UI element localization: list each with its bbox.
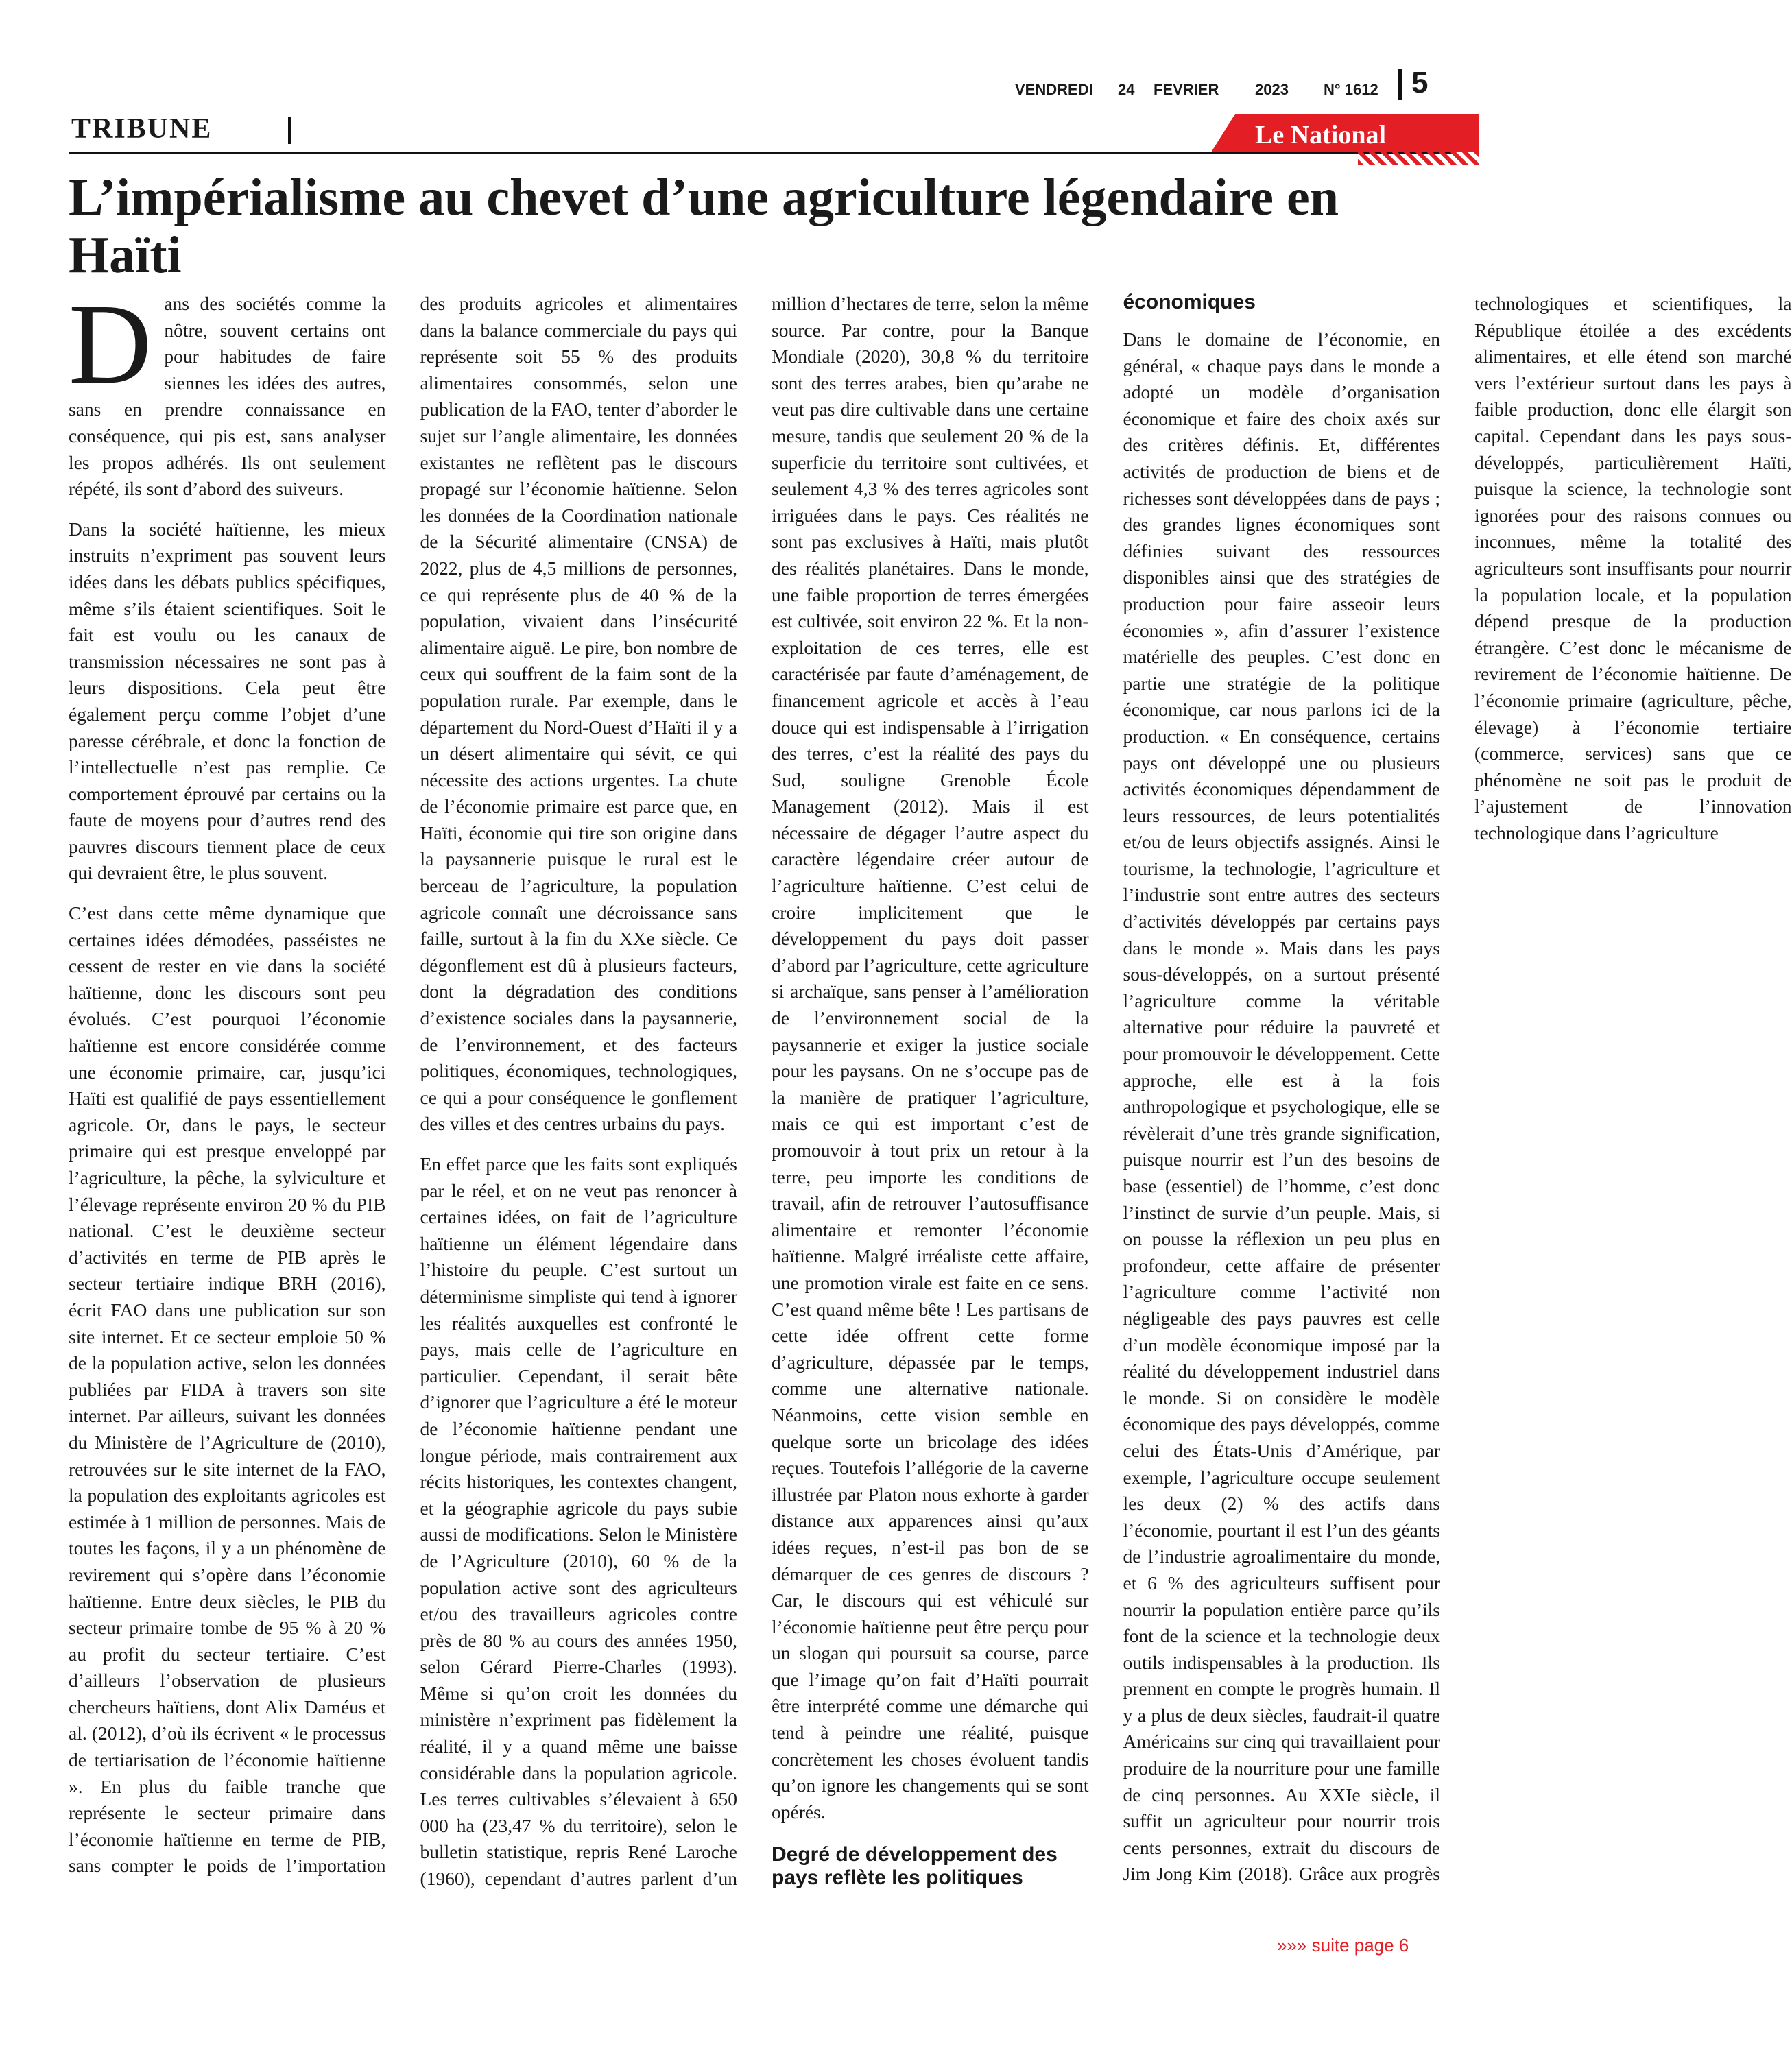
article-body xyxy=(69,280,1792,1902)
section-label: TRIBUNE xyxy=(71,113,213,145)
brand-name: Le National xyxy=(1255,121,1387,149)
section-divider xyxy=(288,117,291,144)
paragraph-4: En effet parce que les faits sont expliqués par le réel, et on ne veut pas renoncer à certaines idées, on fait de l’agriculture haïtienne un élément légendaire dans l’histoire du peuple. C’est surtout un déterminisme simpliste qui tend à ignorer les réalités auxquelles est confronté le pays, mais celle de l’agriculture en particulier. Cependant, il serait bête d’ignorer que l’agriculture a été le moteur de l’économie haïtienne pendant une longue période, mais contrairement aux récits historiques, les contextes changent, et la géographie agricole du pays subie aussi de modifications. Selon le Ministère de l’Agriculture (2010), 60 % de la population active sont des agriculteurs et/ou des travailleurs agricoles contre près de 80 % au cours des années 1950, selon Gérard Pierre-Charles (1993). Même si qu’on croit les données du ministère n’expriment pas fidèlement la réalité, il y a quand même une baisse considérable dans la population agricole. Les terres cultivables s’élevaient à 650 000 ha (23,47 % du territoire), selon le bulletin statistique, repris René Laroche (1960), cependant d’autres parlent d’un million d’hectares de terre, selon la même source. Par contre, pour la Banque Mondiale (2020), 30,8 % du territoire sont des terres arabes, bien qu’arabe ne veut pas dire cultivable dans une certaine mesure, tandis que seulement 20 % de la superficie du territoire sont cultivées, et seulement 4,3 % des terres agricoles sont irriguées dans le pays. Ces réalités ne sont pas exclusives à Haïti, mais plutôt des réalités planétaires. Dans le monde, une faible proportion de terres émergées est cultivée, soit environ 22 %. Et la non-exploitation de ces terres, elle est caractérisée par faute d’aménagement, de financement agricole et accès à l’eau douce qui est indispensable à l’irrigation des terres, c’est la réalité des pays du Sud, souligne Grenoble École Management (2012). Mais il est nécessaire de dégager l’autre aspect du caractère légendaire créer autour de l’agriculture haïtienne. C’est celui de croire implicitement que le développement du pays doit passer d’abord par l’agriculture, cette agriculture si archaïque, sans penser à l’amélioration de l’environnement social de la paysannerie et exiger la justice sociale pour les paysans. On ne s’occupe pas de la manière de pratiquer l’agriculture, mais ce qui est important c’est de promouvoir à tout prix un retour à la terre, peu importe les conditions de travail, afin de retrouver l’autosuffisance alimentaire et remonter l’économie haïtienne. Malgré irréaliste cette affaire, une promotion virale est faite en ce sens. C’est quand même bête ! Les partisans de cette idée offrent cette forme d’agriculture, dépassée par le temps, comme une alternative nationale. Néanmoins, cette vision semble en quelque sorte un bricolage des idées reçues. Toutefois l’allégorie de la caverne illustrée par Platon nous exhorte à garder distance aux apparences ainsi qu’aux idées reçues, n’est-il pas bon de se démarquer de ces genres de discours ? Car, le discours qui est véhiculé sur l’économie haïtienne peut être perçu pour un slogan qui poursuit sa course, parce que l’image qu’on fait d’Haïti pourrait être interprété comme une démarche qui tend à peindre une réalité, puisque concrètement les choses évoluent tandis qu’on ignore les changements qui se sont opérés. xyxy=(420,293,1089,1890)
header-date-number: 24 xyxy=(1118,81,1135,98)
paragraph-intro xyxy=(69,280,386,503)
paragraph-3: C’est dans cette même dynamique que certaines idées démodées, passéistes ne cessent de rester en vie dans la société haïtienne, donc les discours sont peu évolués. C’est pourquoi l’économie haïtienne est encore considérée comme une économie primaire, car, jusqu’ici Haïti est qualifié de pays essentiellement agricole. Or, dans le pays, le secteur primaire qui est presque enveloppé par l’agriculture, la pêche, la sylviculture et l’élevage représente environ 20 % du PIB national. C’est le deuxième secteur d’activités en terme de PIB après le secteur tertiaire indique BRH (2016), écrit FAO dans une publication sur son site internet. Et ce secteur emploie 50 % de la population active, selon les données publiées par FIDA à travers son site internet. Par ailleurs, suivant les données du Ministère de l’Agriculture de (2010), retrouvées sur le site internet de la FAO, la population des exploitants agricoles est estimée à 1 million de personnes. Mais de toutes les façons, il y a un phénomène de revirement qui s’opère dans l’économie haïtienne. Entre deux siècles, le PIB du secteur primaire tombe de 95 % à 20 % au profit du secteur tertiaire. C’est d’ailleurs l’observation de plusieurs chercheurs haïtiens, dont Alix Daméus et al. (2012), d’où ils écrivent « le processus de tertiarisation de l’économie haïtienne ». En plus du faible tranche que représente le secteur primaire dans l’économie haïtienne en terme de PIB, sans compter le poids de l’importation des produits agricoles et alimentaires dans la balance commerciale du pays qui représente soit 55 % des produits alimentaires consommés, selon une publication de la FAO, tenter d’aborder le sujet sur l’angle alimentaire, les données existantes ne reflètent pas le discours propagé sur l’économie haïtienne. Selon les données de la Coordination nationale de la Sécurité alimentaire (CNSA) de 2022, plus de 4,5 millions de personnes, ce qui représente plus de 40 % de la population, vivaient dans l’insécurité alimentaire aiguë. Le pire, bon nombre de ceux qui souffrent de la faim sont de la population rurale. Par exemple, dans le département du Nord-Ouest d’Haïti il y a un désert alimentaire qui sévit, ce qui nécessite des actions urgentes. La chute de l’économie primaire est parce que, en Haïti, économie qui tire son origine dans la paysannerie puisque le rural est le berceau de l’agriculture, la population agricole connaît une décroissance sans faille, surtout à la fin du XXe siècle. Ce dégonflement est dû à plusieurs facteurs, dont la dégradation des conditions d’existence sociales dans la paysannerie, de l’environnement, et des facteurs politiques, économiques, technologiques, ce qui a pour conséquence le gonflement des villes et des centres urbains du pays. xyxy=(69,293,737,1877)
paragraph-intro-text: ans des sociétés comme la nôtre, souvent certains ont pour habitudes de faire siennes les idées des autres, sans en prendre connaissance en conséquence, qui pis est, sans analyser les propos adhérés. Ils ont seulement répété, ils sont d’abord des suiveurs. xyxy=(69,293,386,500)
article-title: L’impérialisme au chevet d’une agriculture légendaire en Haïti xyxy=(69,169,1339,284)
header-issue: N° 1612 xyxy=(1324,81,1378,98)
header-dateline xyxy=(1015,74,1454,101)
continued-link[interactable]: »»» suite page 6 xyxy=(1277,1935,1409,1956)
article-subheading: Degré de développement des pays reflète les politiques économiques xyxy=(772,291,1256,1890)
brand-stripes xyxy=(1358,152,1479,165)
page-number: 5 xyxy=(1411,66,1429,99)
header-month: FEVRIER xyxy=(1154,81,1219,98)
header-rule xyxy=(69,152,1454,154)
drop-cap: D xyxy=(69,280,152,408)
paragraph-5: Dans le domaine de l’économie, en général, « chaque pays dans le monde a adopté un modèle d’organisation économique et faire des choix axés sur des critères définis. Et, différentes activités de production de biens et de richesses sont développées dans de pays ; des grandes lignes économiques sont définies suivant des ressources disponibles ainsi que des stratégies de production pour faire asseoir leurs économies », afin d’assurer l’existence matérielle des peuples. C’est donc en partie une stratégie de la politique économique, car nous parlons ici de la production. « En conséquence, certains pays ont développé une ou plusieurs activités économiques dépendamment de leurs ressources, de leurs potentialités et/ou de leurs objectifs assignés. Ainsi le tourisme, la technologie, l’agriculture et l’industrie sont entre autres des secteurs d’activités développés par certains pays dans le monde ». Mais dans les pays sous-développés, on a surtout présenté l’agriculture comme la véritable alternative pour réduire la pauvreté et pour promouvoir le développement. Cette approche, elle est à la fois anthropologique et psychologique, elle se révèlerait d’une très grande signification, puisque nourrir est l’un des besoins de base (essentiel) de l’homme, c’est donc l’instinct de survie d’un peuple. Mais, si on pousse la réflexion un peu plus en profondeur, cette affaire de présenter l’agriculture comme l’activité non négligeable des pays pauvres est celle d’un modèle économique imposé par la réalité du développement industriel dans le monde. Si on considère le modèle économique des pays développés, comme celui des États-Unis d’Amérique, par exemple, l’agriculture occupe seulement les deux (2) % des actifs dans l’économie, pourtant il est l’un des géants de l’industrie agroalimentaire du monde, et 6 % des agriculteurs suffisent pour nourrir la population entière parce qu’ils font de la science et la technologie deux outils indispensables à la production. Ils prennent en compte le progrès humain. Il y a plus de deux siècles, faudrait-il quatre Américains sur cinq qui travaillaient pour produire de la nourriture pour une famille de cinq personnes. Au XXIe siècle, il suffit un agriculteur pour nourrir trois cents personnes, extrait du discours de Jim Jong Kim (2018). Grâce aux progrès technologiques et scientifiques, la République étoilée a des excédents alimentaires, et elle étend son marché vers l’extérieur surtout dans les pays à faible production, donc elle élargit son capital. Cependant dans les pays sous-développés, particulièrement Haïti, puisque la science, la technologie sont ignorées pour des raisons connues ou inconnues, même la totalité des agriculteurs sont insuffisants pour nourrir la population locale, et la population dépend presque de la production étrangère. C’est donc le mécanisme de revirement de l’économie haïtienne. De l’économie primaire (agriculture, pêche, élevage) à l’économie tertiaire (commerce, services) sans que ce phénomène ne soit pas le produit de l’ajustement de l’innovation technologique dans l’agriculture xyxy=(1123,293,1792,1885)
paragraph-2: Dans la société haïtienne, les mieux instruits n’expriment pas souvent leurs idées dans les débats publics spécifiques, même s’ils étaient scientifiques. Soit le fait est voulu ou les canaux de transmission nécessaires ne sont pas à leurs dispositions. Cela peut être également perçu comme l’objet d’une paresse cérébrale, et donc la fonction de l’intellectuelle n’est pas remplie. Ce comportement éprouvé par certains ou la faute de moyens pour d’autres rend des pauvres discours tiennent place de ceux qui devraient être, le plus souvent. xyxy=(69,518,386,884)
header-year: 2023 xyxy=(1255,81,1289,98)
header-divider xyxy=(1398,69,1402,100)
header-day: VENDREDI xyxy=(1015,81,1093,98)
